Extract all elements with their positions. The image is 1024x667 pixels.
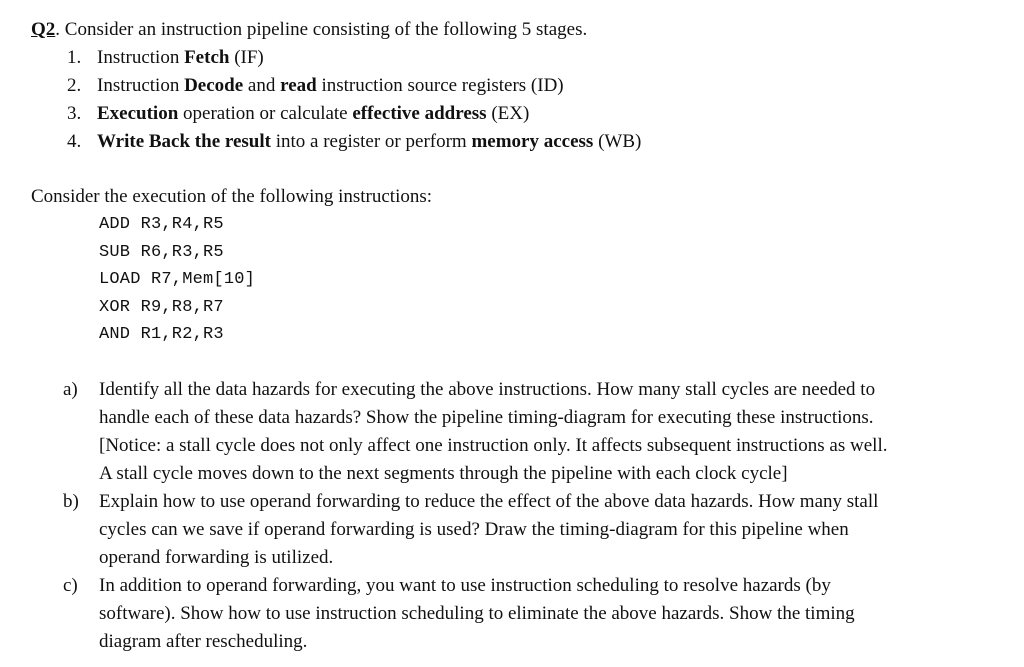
subquestion-line: In addition to operand forwarding, you want to use instruction scheduling to resolve hazards (by bbox=[99, 575, 831, 596]
stage-number: 1. bbox=[67, 47, 82, 68]
stage-number: 2. bbox=[67, 75, 82, 96]
stage-text: and bbox=[243, 75, 281, 96]
stage-text: instruction source registers (ID) bbox=[316, 75, 564, 96]
stage-number: 3. bbox=[67, 103, 82, 124]
stage-text-bold: read bbox=[280, 75, 317, 96]
stage-text: (EX) bbox=[486, 103, 530, 124]
stage-text-bold: Write Back the result bbox=[97, 131, 271, 152]
stage-item bbox=[67, 101, 529, 127]
stage-text-bold: effective address bbox=[352, 103, 487, 124]
subquestion-label: a) bbox=[63, 379, 78, 400]
stage-text-bold: Fetch bbox=[184, 47, 230, 68]
stage-text-bold: Execution bbox=[97, 103, 179, 124]
stage-item bbox=[67, 129, 641, 155]
subquestion-label: b) bbox=[63, 491, 79, 512]
subquestion-label: c) bbox=[63, 575, 78, 596]
stage-text: (IF) bbox=[229, 47, 264, 68]
stage-text: into a register or perform bbox=[270, 131, 472, 152]
question-heading bbox=[31, 17, 587, 43]
stage-text: Instruction bbox=[97, 47, 185, 68]
subquestion-line: software). Show how to use instruction scheduling to eliminate the above hazards. Show the timing bbox=[99, 603, 855, 624]
subquestion-line: [Notice: a stall cycle does not only affect one instruction only. It affects subsequent instructions as well. bbox=[99, 435, 888, 456]
instruction-line: SUB R6,R3,R5 bbox=[99, 243, 224, 262]
stage-text: operation or calculate bbox=[178, 103, 353, 124]
subquestion-line: A stall cycle moves down to the next segments through the pipeline with each clock cycle] bbox=[99, 463, 788, 484]
stage-text-bold: Decode bbox=[184, 75, 244, 96]
stage-text: (WB) bbox=[593, 131, 642, 152]
question-intro: . Consider an instruction pipeline consisting of the following 5 stages. bbox=[55, 19, 588, 40]
instruction-line: LOAD R7,Mem[10] bbox=[99, 270, 256, 289]
subquestion-line: operand forwarding is utilized. bbox=[99, 547, 334, 568]
consider-text: Consider the execution of the following instructions: bbox=[31, 186, 433, 207]
subquestion-line: Identify all the data hazards for executing the above instructions. How many stall cycles are needed to bbox=[99, 379, 876, 400]
subquestion-line: Explain how to use operand forwarding to reduce the effect of the above data hazards. How many stall bbox=[99, 491, 879, 512]
stage-text-bold: memory access bbox=[471, 131, 594, 152]
instruction-line: AND R1,R2,R3 bbox=[99, 325, 224, 344]
subquestion-line: diagram after rescheduling. bbox=[99, 631, 308, 652]
subquestion-line: handle each of these data hazards? Show the pipeline timing-diagram for executing these instructions. bbox=[99, 407, 874, 428]
stage-item bbox=[67, 45, 264, 71]
stage-item bbox=[67, 73, 564, 99]
question-number: Q2 bbox=[31, 19, 56, 40]
stage-number: 4. bbox=[67, 131, 82, 152]
instruction-line: XOR R9,R8,R7 bbox=[99, 298, 224, 317]
instruction-line: ADD R3,R4,R5 bbox=[99, 215, 224, 234]
subquestion-line: cycles can we save if operand forwarding is used? Draw the timing-diagram for this pipeline when bbox=[99, 519, 849, 540]
stage-text: Instruction bbox=[97, 75, 185, 96]
